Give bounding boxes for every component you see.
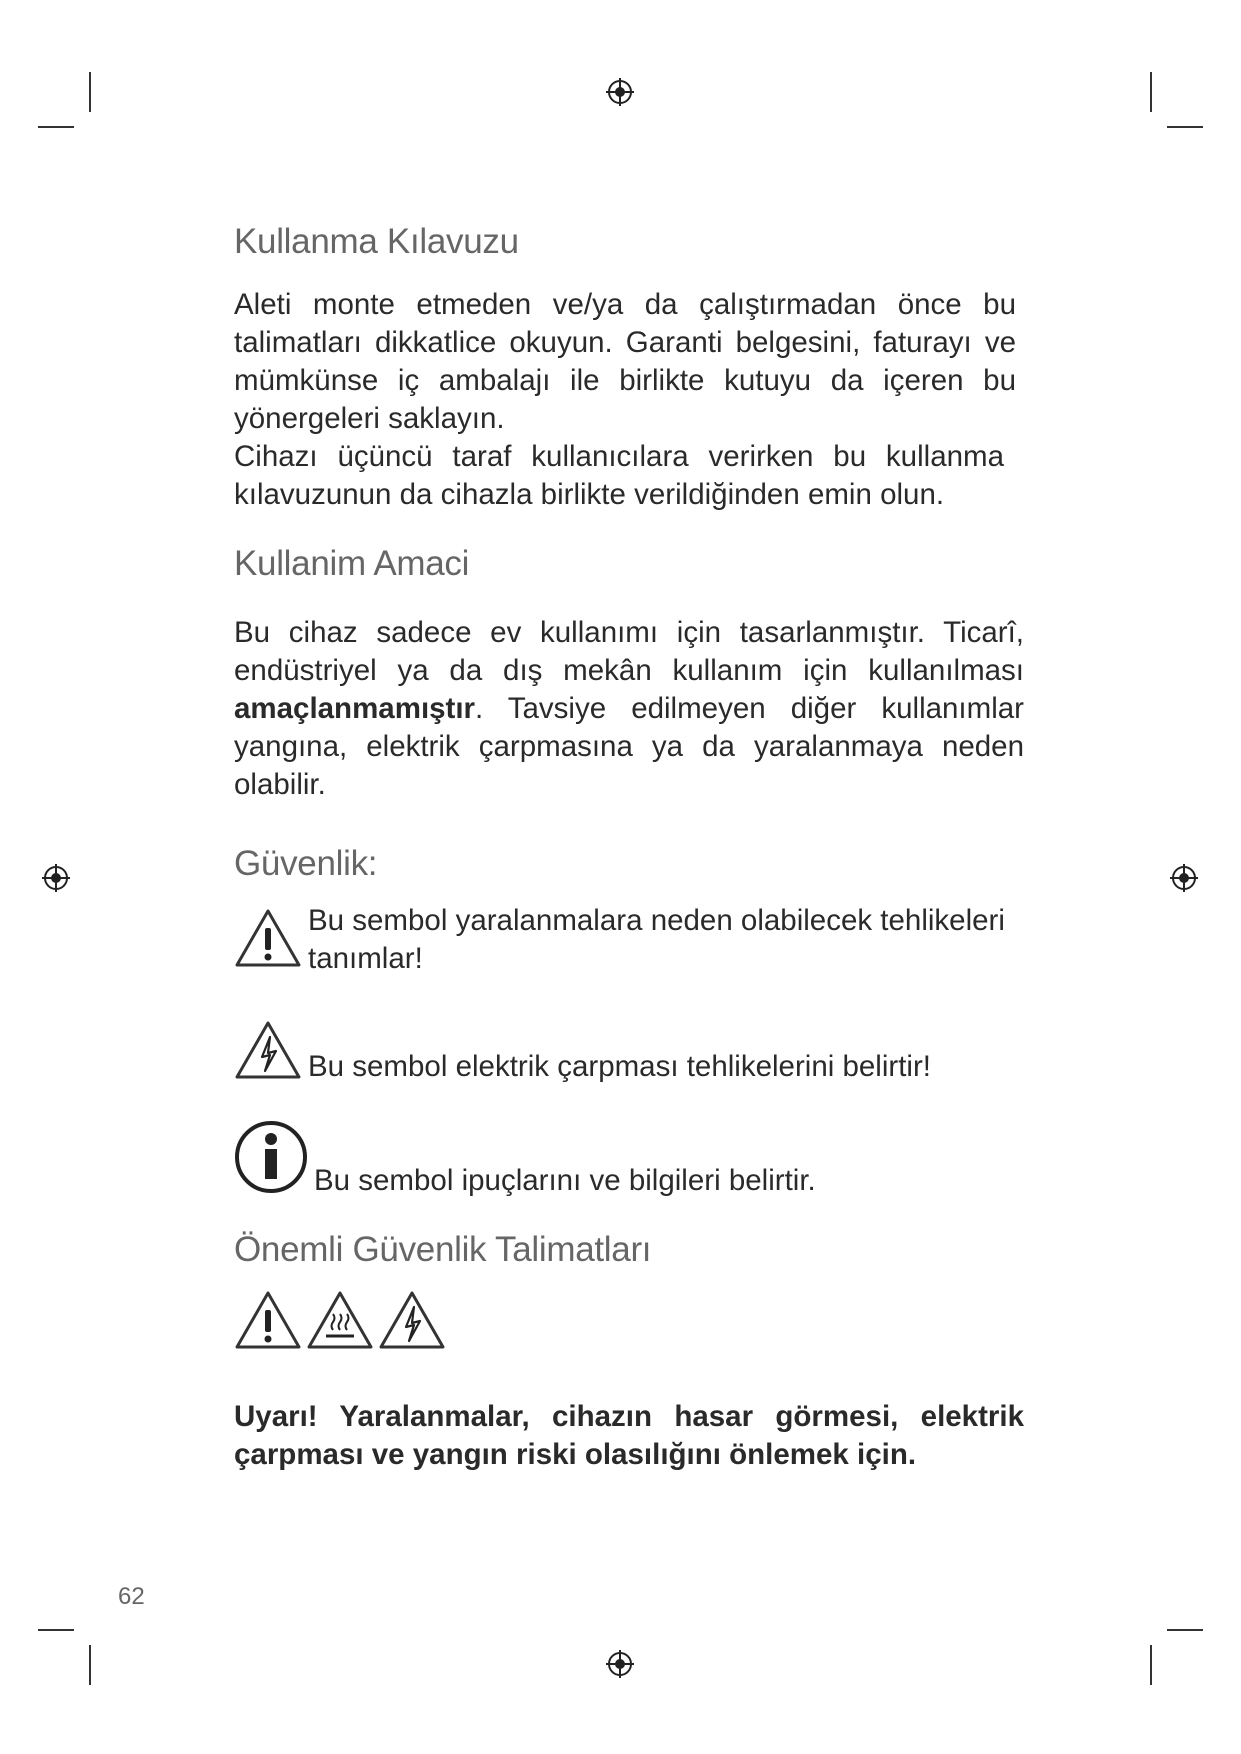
- section-heading-important: Önemli Güvenlik Talimatları: [234, 1230, 652, 1269]
- crop-mark: [1150, 1645, 1152, 1685]
- electric-hazard-icon: [378, 1290, 446, 1350]
- hot-surface-icon: [306, 1290, 374, 1350]
- purpose-paragraph: [234, 614, 1024, 804]
- symbol-text-info: Bu sembol ipuçlarını ve bilgileri belirtir.: [314, 1164, 816, 1197]
- manual-paragraph-1: Aleti monte etmeden ve/ya da çalıştırmadan önce bu talimatları dikkatlice okuyun. Garanti belgesini, faturayı ve mümkünse iç ambalajı ile birlikte kutuyu da içeren bu yönergeleri saklayın.: [234, 288, 1016, 435]
- crop-mark: [89, 1645, 91, 1685]
- crop-mark: [89, 72, 91, 112]
- purpose-text-end: . Tavsiye edilmeyen diğer kullanımlar yangına, elektrik çarpmasına ya da yaralanmaya neden olabilir.: [234, 692, 1024, 801]
- hazard-icon-group: [234, 1290, 1074, 1354]
- manual-paragraph-2: Cihazı üçüncü taraf kullanıcılara verirken bu kullanma kılavuzunun da cihazla birlikte verildiğinden emin olun.: [234, 440, 1004, 511]
- symbol-text-electric: Bu sembol elektrik çarpması tehlikelerini belirtir!: [308, 1050, 932, 1083]
- important-warning-text: Uyarı! Yaralanmalar, cihazın hasar görmesi, elektrik çarpması ve yangın riski olasılığını önlemek için.: [234, 1400, 1024, 1471]
- electric-hazard-icon: [234, 1020, 302, 1080]
- purpose-text-bold: amaçlanmamıştır: [234, 692, 476, 725]
- warning-triangle-icon: [234, 908, 302, 968]
- crop-mark: [1167, 126, 1203, 128]
- purpose-text-start: Bu cihaz sadece ev kullanımı için tasarlanmıştır. Ticarî, endüstriyel ya da dış mekân kullanım için kullanılması: [234, 616, 1024, 687]
- crop-mark: [38, 126, 74, 128]
- registration-mark-icon: [1168, 862, 1200, 894]
- section-heading-purpose: Kullanim Amaci: [234, 544, 470, 583]
- page-number: 62: [118, 1583, 145, 1610]
- page-content: [234, 222, 1074, 1474]
- registration-mark-icon: [40, 862, 72, 894]
- section-heading-safety: Güvenlik:: [234, 844, 378, 883]
- info-icon: [234, 1120, 308, 1194]
- symbol-text-warning: Bu sembol yaralanmalara neden olabilecek tehlikeleri tanımlar!: [308, 904, 1005, 975]
- warning-triangle-icon: [234, 1290, 302, 1350]
- crop-mark: [1150, 72, 1152, 112]
- crop-mark: [1167, 1629, 1203, 1631]
- symbol-row-electric: [234, 1020, 1074, 1110]
- registration-mark-icon: [604, 1648, 636, 1680]
- symbol-row-warning: [234, 902, 1074, 1012]
- registration-mark-icon: [604, 76, 636, 108]
- section-heading-manual: Kullanma Kılavuzu: [234, 222, 519, 261]
- crop-mark: [38, 1629, 74, 1631]
- symbol-row-info: [234, 1120, 1074, 1210]
